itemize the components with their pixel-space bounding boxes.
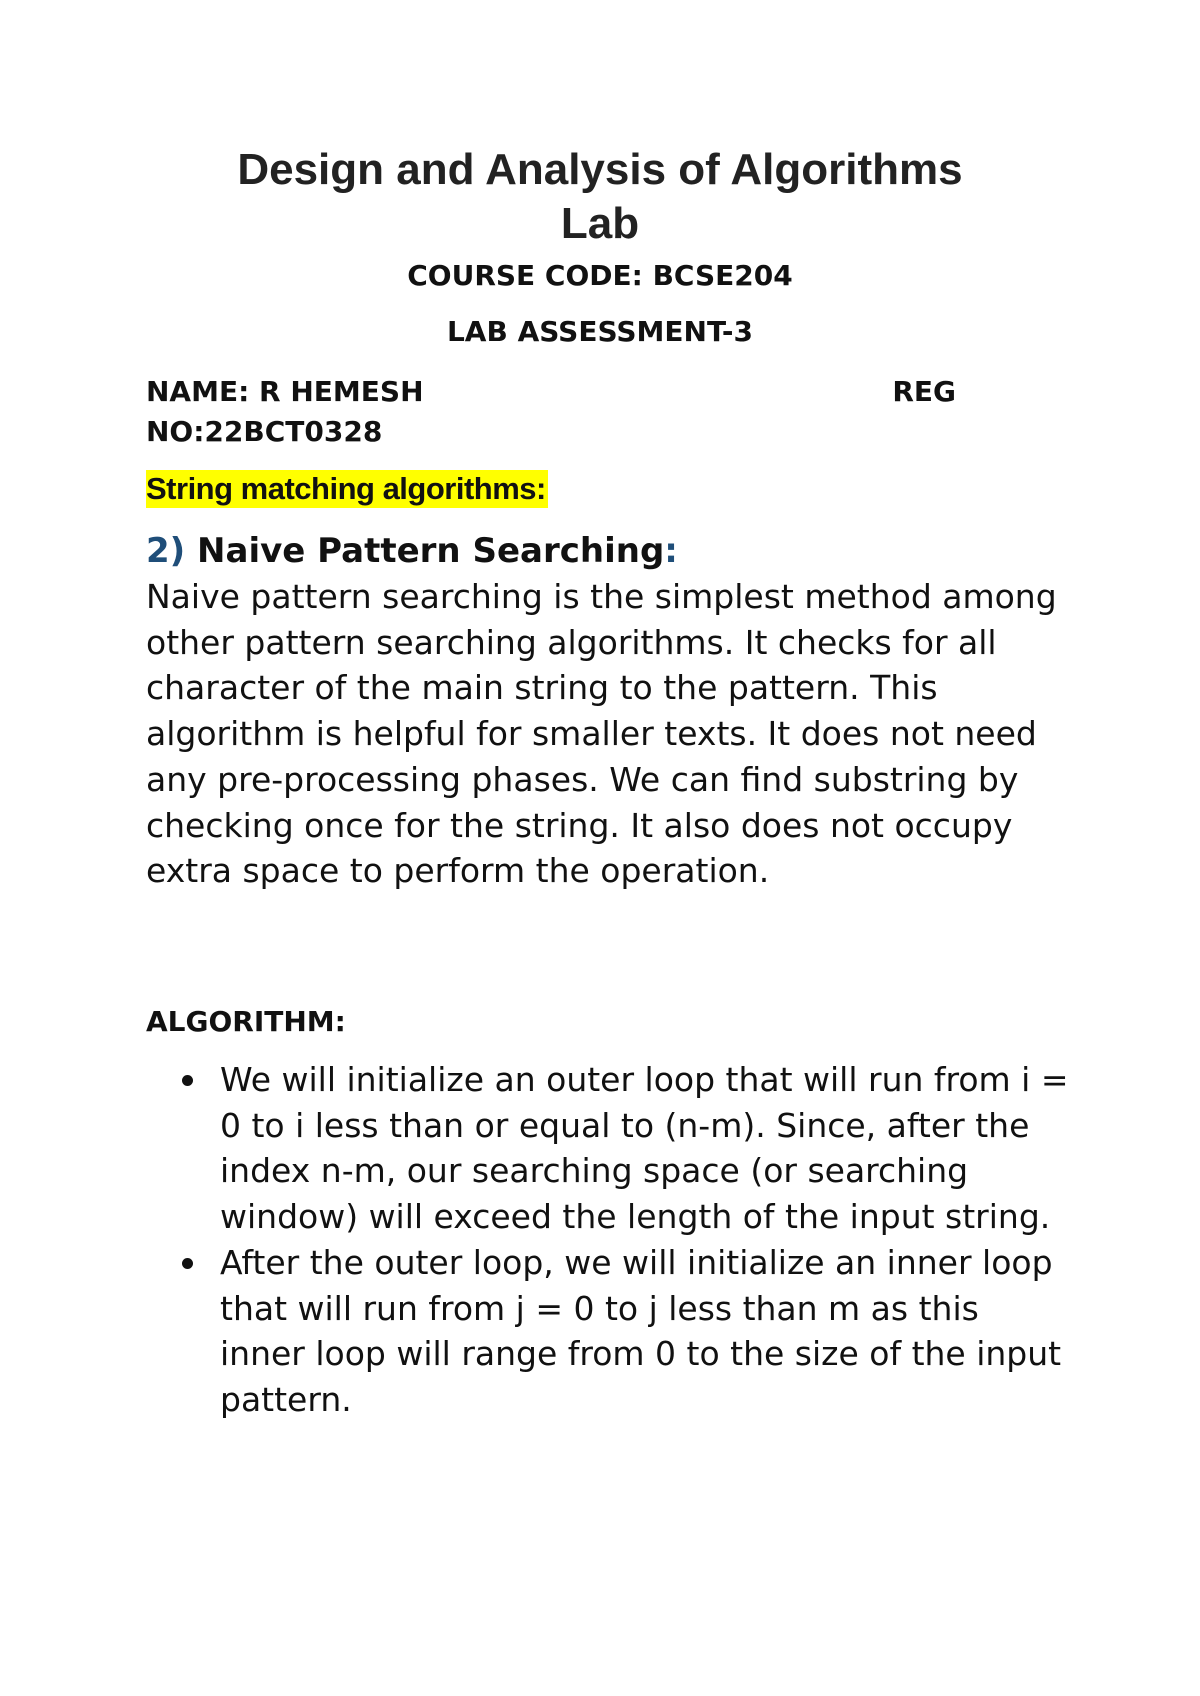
list-item-text: We will initialize an outer loop that will run from i = 0 to i less than or equal to (n-m). Since, after the index n-m, our searching space (or searching window) will exceed the length of the input string. <box>220 1060 1069 1237</box>
list-item-text: After the outer loop, we will initialize an inner loop that will run from j = 0 to j less than m as this inner loop will range from 0 to the size of the input pattern. <box>220 1242 1062 1419</box>
subheading-text: Naive Pattern Searching <box>185 531 665 571</box>
reg-label: REG <box>892 375 956 408</box>
course-code: COURSE CODE: BCSE204 <box>407 259 793 292</box>
description-paragraph: Naive pattern searching is the simplest method among other pattern searching algorithms. It checks for all character of the main string to the pattern. This algorithm is helpful for smaller texts. It does not need any pre-processing phases. We can find substring by checking once for the string. It also does not occupy extra space to perform the operation. <box>146 577 1057 891</box>
title-line-1: Design and Analysis of Algorithms <box>237 145 963 194</box>
subheading-colon: : <box>664 531 678 571</box>
section-title: String matching algorithms: <box>146 471 546 506</box>
assessment-title: LAB ASSESSMENT-3 <box>446 315 754 348</box>
document-title <box>140 143 1060 251</box>
bullet-icon <box>182 1075 193 1086</box>
title-line-2: Lab <box>560 199 640 248</box>
reg-number: NO:22BCT0328 <box>146 415 383 448</box>
list-item <box>146 1240 1071 1423</box>
algorithm-heading: ALGORITHM: <box>146 1005 346 1038</box>
bullet-icon <box>182 1258 193 1269</box>
algorithm-steps <box>146 1057 1071 1423</box>
subheading-number: 2) <box>146 531 186 571</box>
student-name: NAME: R HEMESH <box>146 375 424 408</box>
subheading <box>146 530 678 572</box>
list-item <box>146 1057 1071 1240</box>
